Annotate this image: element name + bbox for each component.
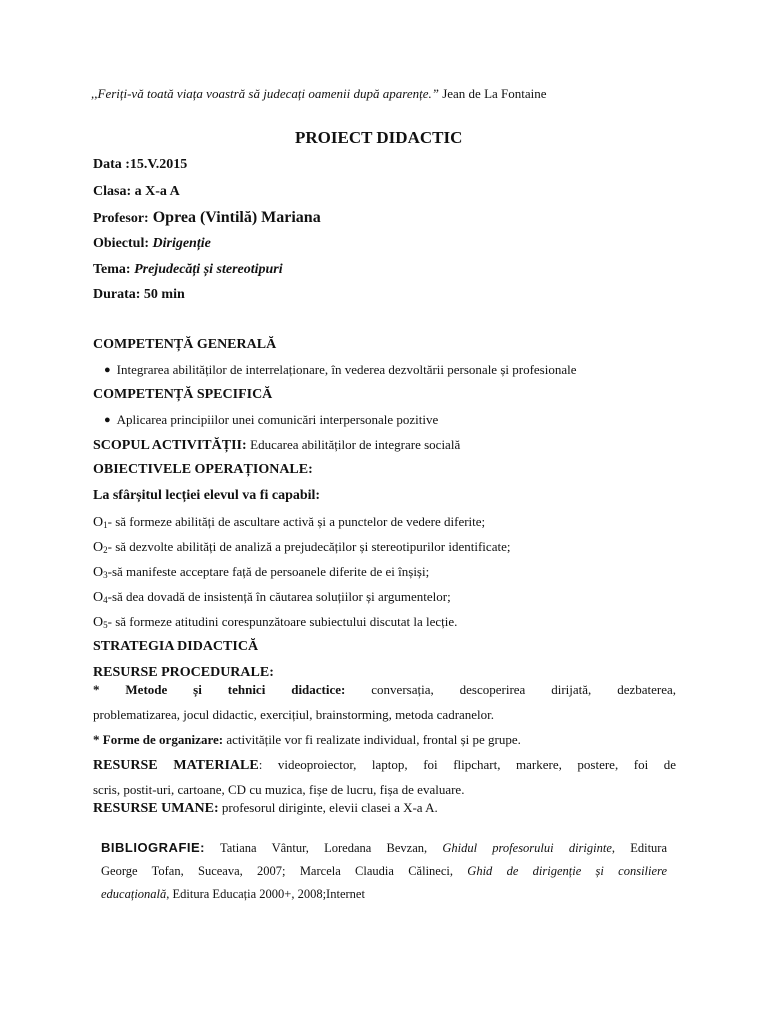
subject-line: [93, 236, 211, 252]
specific-competence-heading: COMPETENȚĂ SPECIFICĂ: [93, 387, 273, 402]
bibliography-line: George Tofan, Suceava, 2007; Marcela Claudia Călineci, Ghid de dirigenție și consiliere: [101, 864, 668, 878]
human-label: RESURSE UMANE:: [93, 801, 219, 816]
objective-item: $O_5-$ să formeze atitudini corespunzătoare subiectului discutat la lecție.: [93, 614, 458, 630]
objectives-heading: OBIECTIVELE OPERAȚIONALE:: [93, 462, 313, 477]
teacher-name: Oprea (Vintilă) Mariana: [152, 209, 321, 226]
objective-item: $O_3-să$ manifeste acceptare față de persoanele diferite de ei înșiși;: [93, 564, 430, 580]
scope-line: [93, 437, 460, 454]
methods-line: [93, 682, 676, 698]
objectives-intro: La sfârșitul lecției elevul va fi capabil:: [93, 488, 321, 503]
methods-label: * Metode și tehnici didactice:: [93, 682, 346, 697]
forms-text: activitățile vor fi realizate individual, frontal și pe grupe.: [226, 732, 521, 747]
procedural-resources-heading: RESURSE PROCEDURALE:: [93, 665, 274, 680]
bibliography-line: BIBLIOGRAFIE: Tatiana Vântur, Loredana Bevzan, Ghidul profesorului diriginte, Editura: [101, 840, 668, 855]
motto-quote: [91, 86, 547, 102]
methods-text: conversația, descoperirea dirijată, dezbaterea,: [371, 682, 676, 697]
teacher-label: Profesor:: [93, 211, 149, 226]
forms-line: [93, 732, 521, 748]
date-line: Data :15.V.2015: [93, 157, 188, 172]
scope-label: SCOPUL ACTIVITĂȚII:: [93, 438, 247, 453]
class-line: Clasa: a X-a A: [93, 184, 180, 199]
duration-line: Durata: 50 min: [93, 287, 185, 302]
objective-item: $O_2-$ să dezvolte abilități de analiză a prejudecăților și stereotipurilor identificate;: [93, 539, 511, 555]
objective-item: $O_1-$ să formeze abilități de ascultare activă și a punctelor de vedere diferite;: [93, 514, 486, 530]
subject-label: Obiectul:: [93, 236, 149, 251]
quote-author: Jean de La Fontaine: [442, 86, 547, 101]
bibliography-line: educațională, Editura Educația 2000+, 2008;Internet: [101, 887, 365, 901]
strategy-heading: STRATEGIA DIDACTICĂ: [93, 639, 259, 654]
topic-line: [93, 262, 283, 278]
specific-competence-item: ● Aplicarea principiilor unei comunicări interpersonale pozitive: [104, 412, 438, 428]
quote-text: ,,Feriți-vă toată viața voastră să judecați oamenii după aparențe.”: [91, 86, 439, 101]
methods-line-continued: problematizarea, jocul didactic, exercițiul, brainstorming, metoda cadranelor.: [93, 707, 495, 722]
material-resources-line-continued: scris, postit-uri, cartoane, CD cu muzica, fișe de lucru, fișa de evaluare.: [93, 782, 465, 797]
objective-item: $O_4-să$ dea dovadă de insistență în căutarea soluțiilor și argumentelor;: [93, 589, 451, 605]
page-title: PROIECT DIDACTIC: [295, 128, 463, 147]
scope-text: Educarea abilităților de integrare socială: [250, 437, 461, 452]
human-text: profesorul diriginte, elevii clasei a X-a A.: [221, 800, 438, 815]
material-resources-line: [93, 757, 676, 774]
general-competence-item: ● Integrarea abilităților de interrelaționare, în vederea dezvoltării personale și profesionale: [104, 362, 577, 378]
topic-value: Prejudecăți și stereotipuri: [134, 262, 283, 277]
bibliography-label: BIBLIOGRAFIE:: [101, 840, 205, 855]
material-text: : videoproiector, laptop, foi flipchart, markere, postere, foi de: [258, 757, 676, 772]
topic-label: Tema:: [93, 262, 131, 277]
subject-value: Dirigenție: [152, 236, 211, 251]
general-competence-heading: COMPETENȚĂ GENERALĂ: [93, 337, 277, 352]
material-label: RESURSE MATERIALE: [93, 758, 259, 773]
teacher-line: [93, 209, 321, 227]
forms-label: * Forme de organizare:: [93, 732, 224, 747]
human-resources-line: [93, 800, 438, 817]
